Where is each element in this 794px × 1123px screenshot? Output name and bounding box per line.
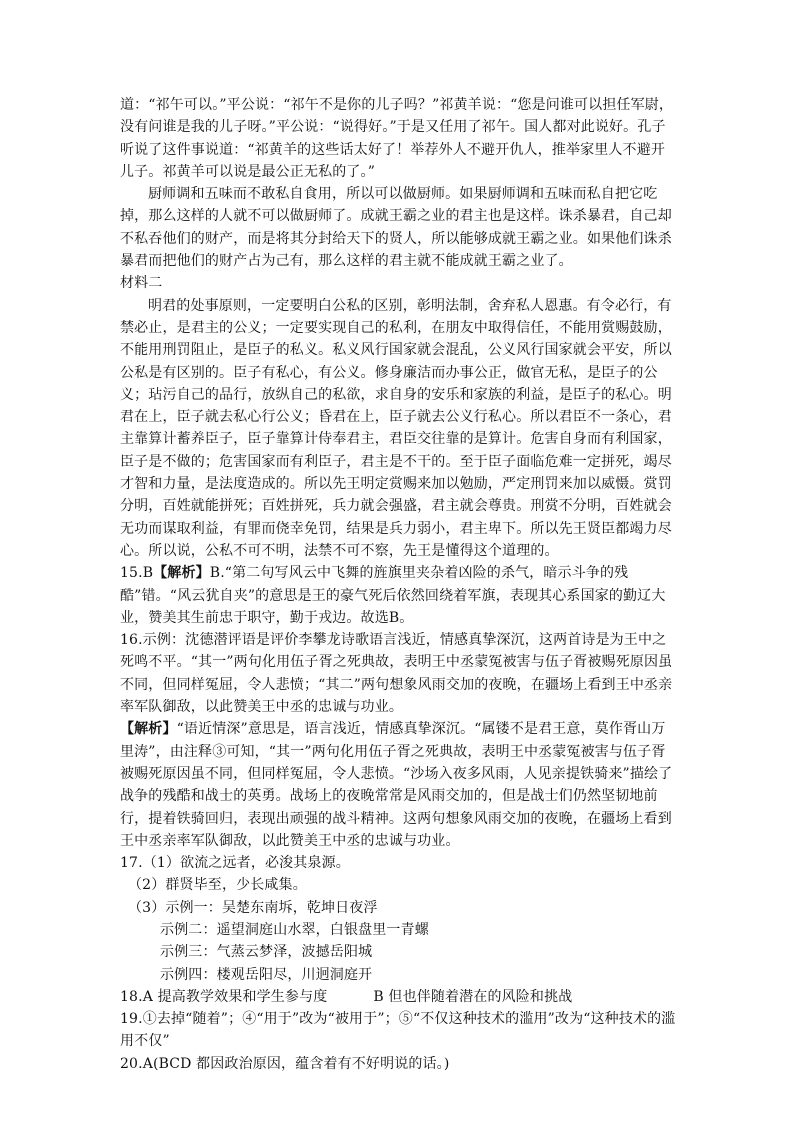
paragraph-material-two: 明君的处事原则，一定要明白公私的区别，彰明法制，舍弃私人恩惠。有令必行，有禁必止，是君主的公义；一定要实现自己的私利，在朋友中取得信任，不能用赏赐鼓励，不能用刑罚阻止，是臣子的私义。私义风行国家就会混乱，公义风行国家就会平安，所以公私是有区别的。臣子有私心，有公义。修身廉洁而办事公正，做官无私，是臣子的公义；玷污自己的品行，放纵自己的私欲，求自身的安乐和家族的利益，是臣子的私心。明君在上，臣子就去私心行公义；昏君在上，臣子就去公义行私心。所以君臣不一条心，君主靠算计蓄养臣子，臣子靠算计侍奉君主，君臣交往靠的是算计。危害自身而有利国家，臣子是不做的；危害国家而有利臣子，君主是不干的。至于臣子面临危难一定拼死，竭尽才智和力量，是法度造成的。所以先王明定赏赐来加以勉励，严定刑罚来加以威慑。赏罚分明，百姓就能拼死；百姓拼死，兵力就会强盛，君主就会尊贵。刑赏不分明，百姓就会无功而谋取利益，有罪而侥幸免罚，结果是兵力弱小，君主卑下。所以先王贤臣都竭力尽心。所以说，公私不可不明，法禁不可不察，先王是懂得这个道理的。 bbox=[120, 297, 672, 559]
question-17-line-2: （2）群贤毕至，少长咸集。 bbox=[128, 877, 307, 894]
question-17-line-4: 示例二：遥望洞庭山水翠，白银盘里一青螺 bbox=[160, 921, 429, 938]
question-20: 20.A(BCD 都因政治原因，蕴含着有不好明说的话。) bbox=[120, 1055, 450, 1072]
question-17-line-3: （3）示例一：吴楚东南坼，乾坤日夜浮 bbox=[128, 899, 378, 916]
question-18-a: 18.A 提高教学效果和学生参与度 bbox=[120, 988, 328, 1005]
question-16-analysis-text: “语近情深”意思是，语言浅近，情感真挚深沉。“属镂不是君王意，莫作胥山万里涛”，由注释③可知，“其一”两句化用伍子胥之死典故，表明王中丞蒙冤被害与伍子胥被赐死原因虽不同，但同样冤屈，令人悲愤。“沙场入夜多风雨，人见亲提铁骑来”描绘了战争的残酷和战士的英勇。战场上的夜晚常常是风雨交加的，但是战士们仍然坚韧地前行，提着铁骑回归，表现出顽强的战斗精神。这两句想象风雨交加的夜晚，在疆场上看到王中丞亲率军队御敌，以此赞美王中丞的忠诚与功业。 bbox=[120, 721, 673, 849]
material-two-heading: 材料二 bbox=[120, 275, 163, 292]
question-15-analysis: B.“第二句写风云中飞舞的旌旗里夹杂着凶险的杀气，暗示斗争的残酷”错。“风云犹自夹”的意思是王的豪气死后依然回绕着军旗，表现其心系国家的勤辽大业，赞美其生前忠于职守，勤于戎边。故选B。 bbox=[120, 565, 666, 626]
question-17-line-5: 示例三：气蒸云梦泽，波撼岳阳城 bbox=[160, 944, 373, 961]
analysis-tag: 【解析】 bbox=[153, 565, 210, 582]
question-19: 19.①去掉“随着”；④“用于”改为“被用于”；⑤“不仅这种技术的滥用”改为“这种技术的滥用不仅” bbox=[120, 1011, 676, 1050]
question-15 bbox=[120, 562, 676, 629]
question-17-line-6: 示例四：楼观岳阳尽，川迥洞庭开 bbox=[160, 966, 373, 983]
analysis-tag: 【解析】 bbox=[120, 721, 177, 738]
question-16-answer: 16.示例：沈德潜评语是评价李攀龙诗歌语言浅近，情感真挚深沉，这两首诗是为王中之死鸣不平。“其一”两句化用伍子胥之死典故，表明王中丞蒙冤被害与伍子胥被赐死原因虽不同，但同样冤屈，令人悲愤；“其二”两句想象风雨交加的夜晚，在疆场上看到王中丞亲率军队御敌，以此赞美王中丞的忠诚与功业。 bbox=[120, 632, 673, 716]
paragraph-translation-2: 厨师调和五味而不敢私自食用，所以可以做厨师。如果厨师调和五味而私自把它吃掉，那么这样的人就不可以做厨师了。成就王霸之业的君主也是这样。诛杀暴君，自己却不私吞他们的财产，而是将其分封给天下的贤人，所以能够成就王霸之业。如果他们诛杀暴君而把他们的财产占为己有，那么这样的君主就不能成就王霸之业了。 bbox=[120, 186, 672, 270]
paragraph-translation-1: 道：“祁午可以。”平公说：“祁午不是你的儿子吗？”祁黄羊说：“您是问谁可以担任军尉，没有问谁是我的儿子呀。”平公说：“说得好。”于是又任用了祁午。国人都对此说好。孔子听说了这件事说道：“祁黄羊的这些话太好了！举荐外人不避开仇人，推举家里人不避开儿子。祁黄羊可以说是最公正无私的了。” bbox=[120, 97, 674, 180]
question-17-line-1: 17.（1）欲流之远者，必浚其泉源。 bbox=[120, 855, 350, 872]
question-16-analysis bbox=[120, 718, 676, 852]
answer-page bbox=[120, 94, 676, 1075]
question-18-b: B 但也伴随着潜在的风险和挑战 bbox=[373, 988, 573, 1005]
question-15-answer: 15.B bbox=[120, 565, 154, 582]
question-18 bbox=[120, 986, 676, 1008]
